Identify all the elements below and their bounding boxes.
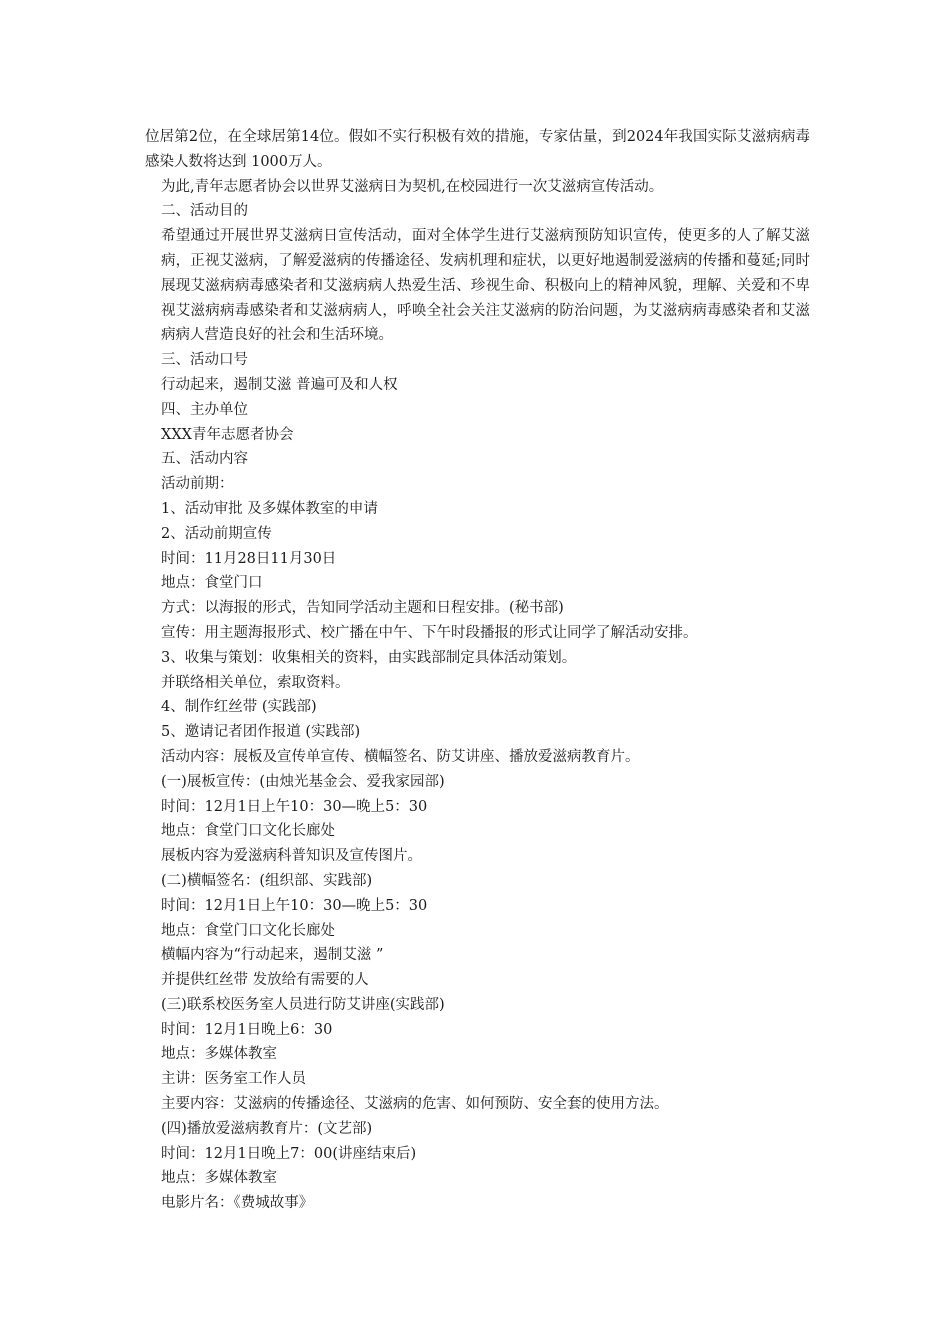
paragraph: 3、收集与策划：收集相关的资料，由实践部制定具体活动策划。 <box>161 649 577 666</box>
paragraph: 4、制作红丝带 (实践部) <box>161 699 317 716</box>
paragraph: 主讲：医务室工作人员 <box>161 1071 306 1088</box>
paragraph: 时间：12月1日上午10：30—晚上5：30 <box>161 897 428 914</box>
paragraph: 希望通过开展世界艾滋病日宣传活动，面对全体学生进行艾滋病预防知识宣传，使更多的人了解艾滋病，正视艾滋病，了解爱滋病的传播途径、发病机理和症状，以更好地遏制爱滋病的传播和蔓延;同时展现艾滋病病毒感染者和艾滋病病人热爱生活、珍视生命、积极向上的精神风貌，理解、关爱和不卑视艾滋病病毒感染者和艾滋病病人，呼唤全社会关注艾滋病的防治问题，为艾滋病病毒感染者和艾滋病病人营造良好的社会和生活环境。 <box>161 228 810 344</box>
paragraph: 并联络相关单位，索取资料。 <box>161 674 350 691</box>
paragraph: 活动内容：展板及宣传单宣传、横幅签名、防艾讲座、播放爱滋病教育片。 <box>161 748 640 765</box>
paragraph: 活动前期： <box>161 476 234 493</box>
paragraph: 五、活动内容 <box>161 451 248 468</box>
paragraph: 地点：多媒体教室 <box>161 1046 277 1063</box>
paragraph: 三、活动口号 <box>161 352 248 369</box>
paragraph: (一)展板宣传：(由烛光基金会、爱我家园部) <box>161 773 445 790</box>
paragraph: 1、活动审批 及多媒体教室的申请 <box>161 500 378 517</box>
paragraph: 四、主办单位 <box>161 401 248 418</box>
paragraph: (四)播放爱滋病教育片：(文艺部) <box>161 1120 373 1137</box>
paragraph: 并提供红丝带 发放给有需要的人 <box>161 972 369 989</box>
paragraph: 地点：多媒体教室 <box>161 1170 277 1187</box>
paragraph: 5、邀请记者团作报道 (实践部) <box>161 724 361 741</box>
paragraph: 二、活动目的 <box>161 203 248 220</box>
paragraph: 电影片名：《费城故事》 <box>161 1195 314 1212</box>
document-body <box>145 125 810 1216</box>
paragraph: 地点：食堂门口 <box>161 575 263 592</box>
paragraph: 为此,青年志愿者协会以世界艾滋病日为契机,在校园进行一次艾滋病宣传活动。 <box>161 178 664 195</box>
paragraph: 位居第2位，在全球居第14位。假如不实行积极有效的措施，专家估量，到2024年我国实际艾滋病病毒感染人数将达到 1000万人。 <box>145 129 810 170</box>
paragraph: 2、活动前期宣传 <box>161 525 272 542</box>
paragraph: (三)联系校医务室人员进行防艾讲座(实践部) <box>161 996 445 1013</box>
paragraph: 时间：12月1日晚上7：00(讲座结束后) <box>161 1145 417 1162</box>
paragraph: 时间：11月28日11月30日 <box>161 550 337 567</box>
paragraph: 方式：以海报的形式，告知同学活动主题和日程安排。(秘书部) <box>161 600 564 617</box>
paragraph: 地点：食堂门口文化长廊处 <box>161 823 335 840</box>
paragraph: 时间：12月1日晚上6：30 <box>161 1021 333 1038</box>
paragraph: (二)横幅签名：(组织部、实践部) <box>161 872 373 889</box>
paragraph: 行动起来，遏制艾滋 普遍可及和人权 <box>161 376 398 393</box>
paragraph: 地点：食堂门口文化长廊处 <box>161 922 335 939</box>
paragraph: XXX青年志愿者协会 <box>161 426 294 443</box>
paragraph: 宣传：用主题海报形式、校广播在中午、下午时段播报的形式让同学了解活动安排。 <box>161 624 698 641</box>
paragraph: 时间：12月1日上午10：30—晚上5：30 <box>161 798 428 815</box>
paragraph: 横幅内容为“行动起来，遏制艾滋 ” <box>161 947 384 964</box>
paragraph: 展板内容为爱滋病科普知识及宣传图片。 <box>161 848 422 865</box>
paragraph: 主要内容：艾滋病的传播途径、艾滋病的危害、如何预防、安全套的使用方法。 <box>161 1096 669 1113</box>
